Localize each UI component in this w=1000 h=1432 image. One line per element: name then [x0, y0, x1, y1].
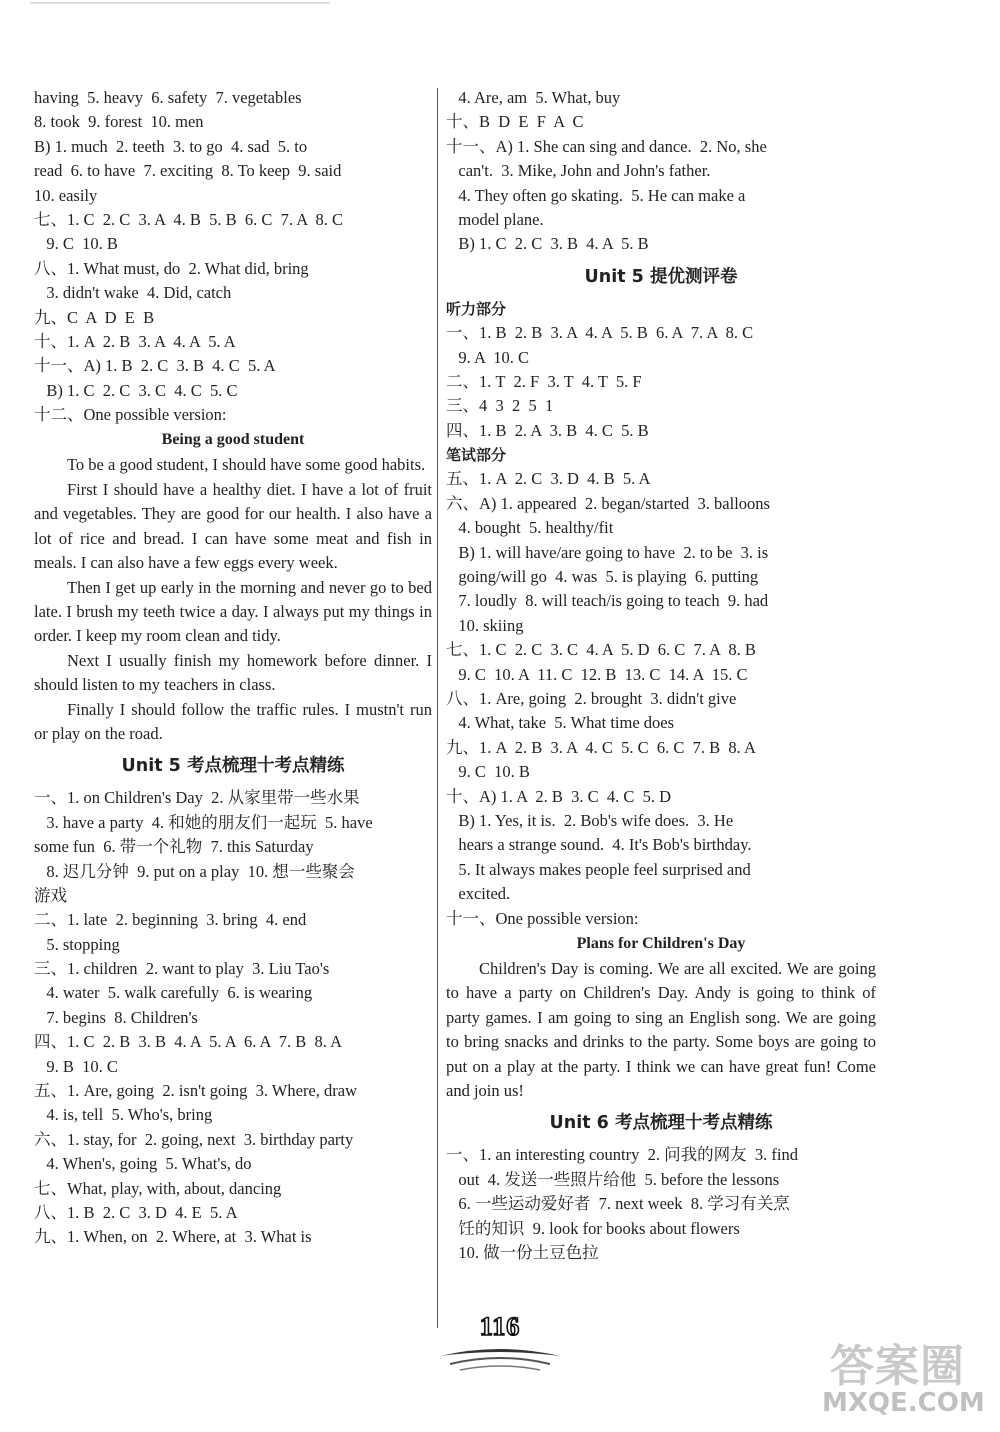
- page-number-badge: [430, 1308, 570, 1378]
- answer-line: B) 1. C 2. C 3. C 4. C 5. C: [34, 380, 238, 400]
- answer-line: 五、1. A 2. C 3. D 4. B 5. A: [446, 469, 651, 489]
- subsection-label: 听力部分: [446, 299, 507, 318]
- answer-line: 6. 一些运动爱好者 7. next week 8. 学习有关烹: [446, 1194, 790, 1214]
- subsection-label: 笔试部分: [446, 446, 507, 465]
- left-column: [34, 86, 432, 1250]
- essay-body: [34, 453, 432, 746]
- answer-line: 7. loudly 8. will teach/is going to teach 9. had: [446, 591, 769, 611]
- answer-line: 八、1. Are, going 2. brought 3. didn't give: [446, 688, 737, 708]
- essay-paragraph: Then I get up early in the morning and never go to bed late. I brush my teeth twice a day. I always put my things in order. I keep my room clean and tidy.: [34, 577, 432, 646]
- watermark-logo: [800, 1330, 995, 1430]
- answer-line: 十、A) 1. A 2. B 3. C 4. C 5. D: [446, 786, 672, 806]
- answer-line: 四、1. C 2. B 3. B 4. A 5. A 6. A 7. B 8. A: [34, 1032, 343, 1052]
- answer-line: 9. C 10. A 11. C 12. B 13. C 14. A 15. C: [446, 664, 748, 684]
- answer-line: going/will go 4. was 5. is playing 6. putting: [446, 567, 759, 587]
- answer-line: 饪的知识 9. look for books about flowers: [446, 1218, 740, 1238]
- answer-line: 十、1. A 2. B 3. A 4. A 5. A: [34, 331, 236, 351]
- page-number: 116: [479, 1312, 521, 1341]
- answer-line: 八、1. What must, do 2. What did, bring: [34, 258, 309, 278]
- left-answers-b: [34, 786, 432, 1249]
- answer-line: 10. easily: [34, 185, 98, 205]
- answer-line: 3. have a party 4. 和她的朋友们一起玩 5. have: [34, 812, 373, 832]
- essay-title: Being a good student: [161, 431, 305, 449]
- answer-line: 9. A 10. C: [446, 347, 529, 367]
- essay-title: Plans for Children's Day: [576, 934, 746, 952]
- left-answers-a: [34, 86, 432, 427]
- answer-line: 二、1. late 2. beginning 3. bring 4. end: [34, 910, 307, 930]
- answer-line: 四、1. B 2. A 3. B 4. C 5. B: [446, 420, 649, 440]
- right-answers-a: [446, 86, 876, 257]
- answer-line: model plane.: [446, 209, 544, 229]
- answer-line: 九、C A D E B: [34, 307, 155, 327]
- answer-line: 5. It always makes people feel surprised and: [446, 859, 751, 879]
- answer-line: hears a strange sound. 4. It's Bob's birthday.: [446, 835, 752, 855]
- answer-line: 9. B 10. C: [34, 1056, 118, 1076]
- essay-paragraph: Next I usually finish my homework before dinner. I should listen to my teachers in class.: [34, 650, 432, 695]
- answer-line: 5. stopping: [34, 934, 120, 954]
- answer-line: 9. C 10. B: [34, 234, 118, 254]
- watermark-url: MXQE.COM: [822, 1388, 985, 1418]
- answer-line: 4. What, take 5. What time does: [446, 713, 675, 733]
- right-answers-d: [446, 1143, 876, 1265]
- answer-line: 三、1. children 2. want to play 3. Liu Tao's: [34, 959, 330, 979]
- answer-line: 二、1. T 2. F 3. T 4. T 5. F: [446, 371, 642, 391]
- answer-line: 4. is, tell 5. Who's, bring: [34, 1105, 213, 1125]
- section-heading: Unit 5 考点梳理十考点精练: [121, 756, 345, 777]
- answer-line: 游戏: [34, 885, 67, 905]
- answer-line: some fun 6. 带一个礼物 7. this Saturday: [34, 837, 314, 857]
- answer-line: 九、1. When, on 2. Where, at 3. What is: [34, 1227, 312, 1247]
- right-column: [446, 86, 876, 1265]
- answer-line: out 4. 发送一些照片给他 5. before the lessons: [446, 1169, 780, 1189]
- answer-line: 十一、One possible version:: [446, 908, 639, 928]
- right-answers-b: [446, 321, 876, 443]
- answer-line: 4. When's, going 5. What's, do: [34, 1154, 252, 1174]
- answer-line: 一、1. on Children's Day 2. 从家里带一些水果: [34, 788, 360, 808]
- answer-line: B) 1. C 2. C 3. B 4. A 5. B: [446, 234, 649, 254]
- answer-line: 3. didn't wake 4. Did, catch: [34, 283, 232, 303]
- answer-line: 10. skiing: [446, 615, 524, 635]
- answer-line: 4. water 5. walk carefully 6. is wearing: [34, 983, 313, 1003]
- answer-line: 六、A) 1. appeared 2. began/started 3. balloons: [446, 493, 770, 513]
- answer-line: 十二、One possible version:: [34, 405, 227, 425]
- section-heading: Unit 6 考点梳理十考点精练: [549, 1113, 773, 1134]
- answer-line: 8. took 9. forest 10. men: [34, 112, 204, 132]
- answer-line: 4. Are, am 5. What, buy: [446, 88, 621, 107]
- essay-paragraph: First I should have a healthy diet. I have a lot of fruit and vegetables. They are good for our health. I also have a lot of rice and bread. I can have some meat and fish in meals. I can also have a few eggs every week.: [34, 479, 432, 573]
- section-heading: Unit 5 提优测评卷: [584, 266, 738, 287]
- answer-line: 十一、A) 1. She can sing and dance. 2. No, she: [446, 136, 767, 156]
- answer-line: 一、1. an interesting country 2. 问我的网友 3. find: [446, 1145, 798, 1165]
- answer-line: can't. 3. Mike, John and John's father.: [446, 161, 711, 181]
- right-answers-c: [446, 467, 876, 930]
- answer-line: 九、1. A 2. B 3. A 4. C 5. C 6. C 7. B 8. A: [446, 737, 756, 757]
- answer-line: having 5. heavy 6. safety 7. vegetables: [34, 88, 302, 107]
- answer-line: 9. C 10. B: [446, 762, 530, 782]
- column-divider: [437, 88, 438, 1328]
- answer-line: 六、1. stay, for 2. going, next 3. birthday party: [34, 1129, 354, 1149]
- answer-line: 十、B D E F A C: [446, 112, 584, 132]
- answer-line: excited.: [446, 884, 511, 904]
- answer-line: B) 1. will have/are going to have 2. to be 3. is: [446, 542, 769, 562]
- answer-line: B) 1. much 2. teeth 3. to go 4. sad 5. to: [34, 136, 308, 156]
- answer-line: 三、4 3 2 5 1: [446, 396, 554, 416]
- answer-line: 4. They often go skating. 5. He can make a: [446, 185, 746, 205]
- answer-line: 七、What, play, with, about, dancing: [34, 1178, 282, 1198]
- answer-line: 八、1. B 2. C 3. D 4. E 5. A: [34, 1202, 238, 1222]
- essay-body: Children's Day is coming. We are all excited. We are going to have a party on Children's Day. Andy is going to think of party games. I am going to sing an English song. We are going to bring snacks and drinks to the party. Some boys are going to put on a play at the party. I think we can have great fun! Come and join us!: [446, 958, 876, 1100]
- watermark-text: 答案圈: [830, 1341, 965, 1392]
- essay-paragraph: To be a good student, I should have some good habits.: [67, 455, 426, 475]
- top-edge-mark: [30, 0, 330, 12]
- answer-line: read 6. to have 7. exciting 8. To keep 9. said: [34, 161, 342, 181]
- answer-line: 十一、A) 1. B 2. C 3. B 4. C 5. A: [34, 356, 276, 376]
- answer-line: 七、1. C 2. C 3. C 4. A 5. D 6. C 7. A 8. B: [446, 640, 756, 660]
- answer-line: 4. bought 5. healthy/fit: [446, 518, 614, 538]
- answer-line: 七、1. C 2. C 3. A 4. B 5. B 6. C 7. A 8. C: [34, 209, 343, 229]
- answer-line: 7. begins 8. Children's: [34, 1007, 198, 1027]
- answer-line: 一、1. B 2. B 3. A 4. A 5. B 6. A 7. A 8. C: [446, 323, 754, 343]
- essay-paragraph: Finally I should follow the traffic rules. I mustn't run or play on the road.: [34, 699, 432, 743]
- answer-line: 10. 做一份土豆色拉: [446, 1242, 599, 1262]
- answer-line: 8. 迟几分钟 9. put on a play 10. 想一些聚会: [34, 861, 355, 881]
- answer-line: 五、1. Are, going 2. isn't going 3. Where, draw: [34, 1081, 357, 1101]
- answer-line: B) 1. Yes, it is. 2. Bob's wife does. 3. He: [446, 810, 734, 830]
